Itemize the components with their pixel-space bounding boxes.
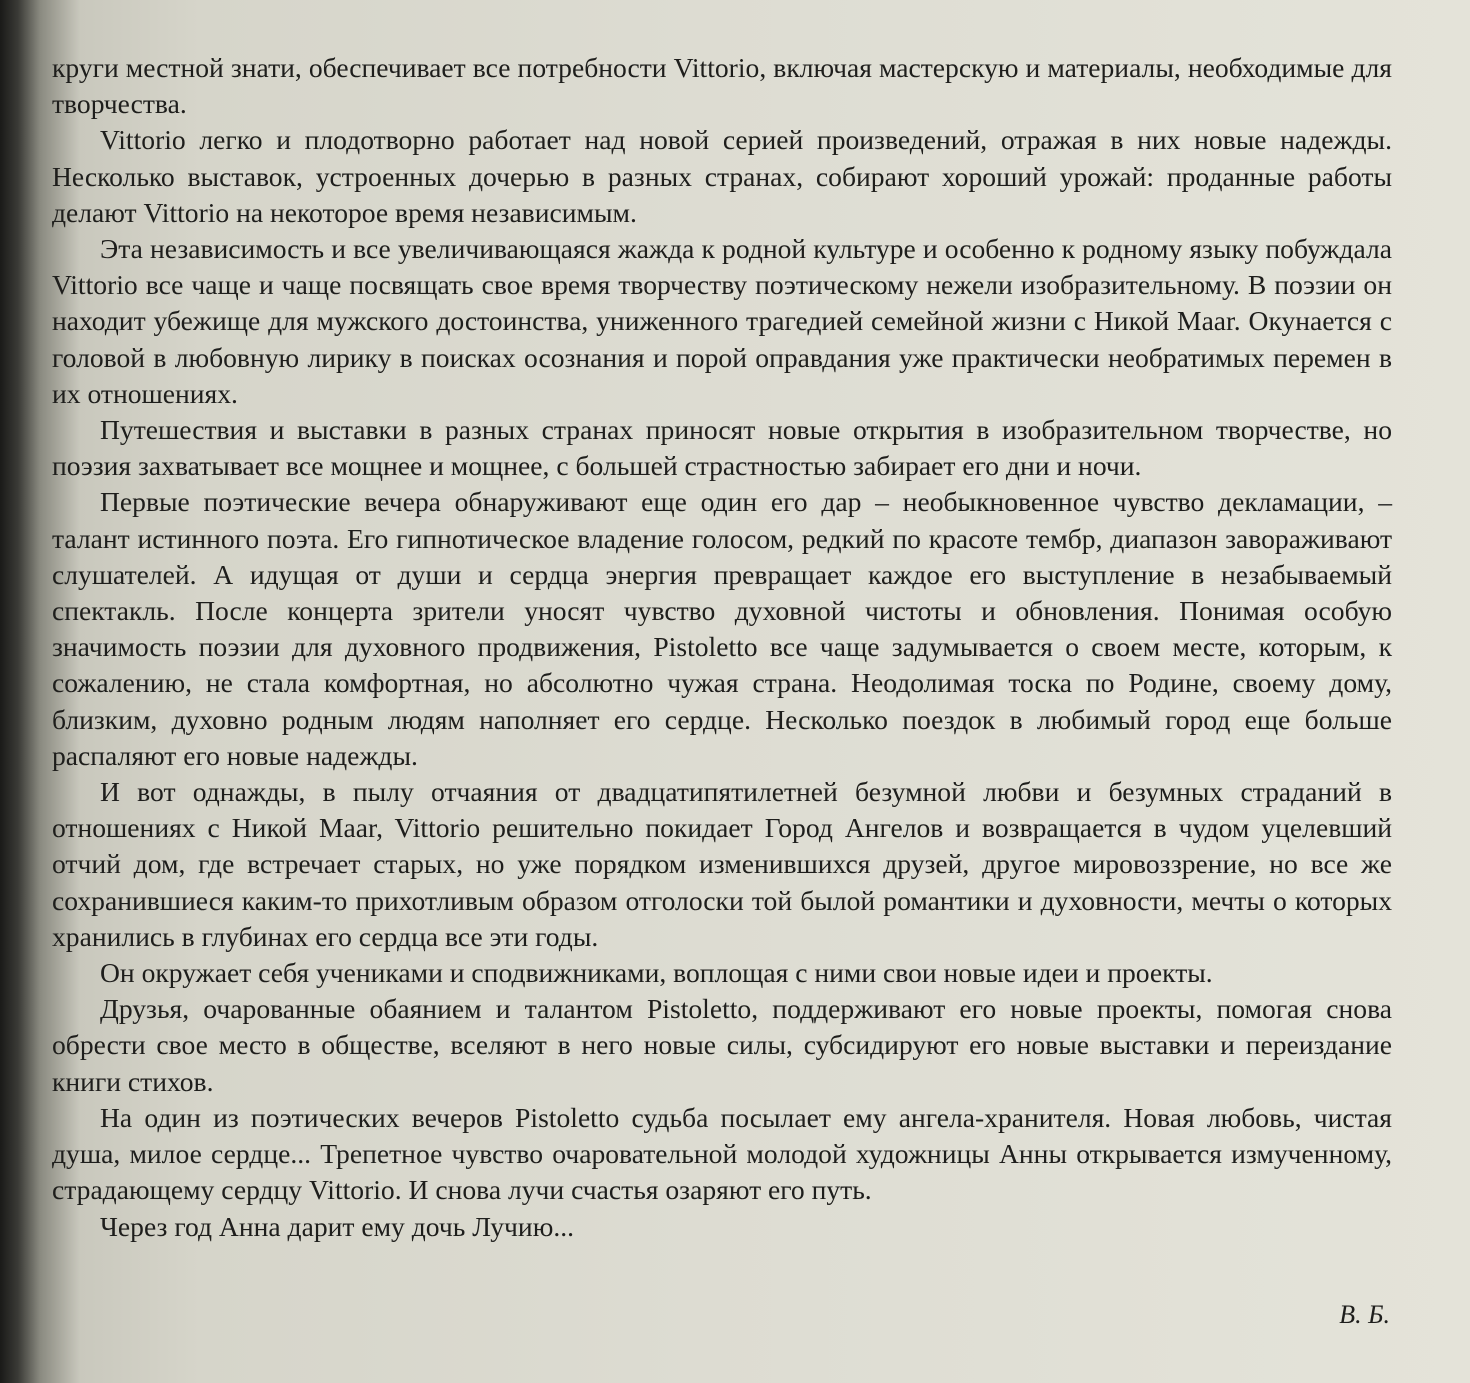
paragraph-6: И вот однажды, в пылу отчаяния от двадцатипятилетней безумной любви и безумных страданий в отношениях с Никой Маar, Vittorio решительно покидает Город Ангелов и возвращается в чудом уцелевший отчий дом, где встречает старых, но уже порядком изменившихся друзей, другое мировоззрение, но все же сохранившиеся каким-то прихотливым образом отголоски той былой романтики и духовности, мечты о которых хранились в глубинах его сердца все эти годы. (52, 776, 1392, 952)
paragraph-3: Эта независимость и все увеличивающаяся жажда к родной культуре и особенно к родному языку побуждала Vittorio все чаще и чаще посвящать свое время творчеству поэтическому нежели изобразительному. В поэзии он находит убежище для мужского достоинства, униженного трагедией семейной жизни с Никой Маar. Окунается с головой в любовную лирику в поисках осознания и порой оправдания уже практически необратимых перемен в их отношениях. (52, 233, 1392, 409)
body-text (52, 50, 1392, 1245)
paragraph-2: Vittorio легко и плодотворно работает над новой серией произведений, отражая в них новые надежды. Несколько выставок, устроенных дочерью в разных странах, собирают хороший урожай: проданные работы делают Vittorio на некоторое время независимым. (52, 124, 1392, 228)
paragraph-1: круги местной знати, обеспечивает все потребности Vittorio, включая мастерскую и материалы, необходимые для творчества. (52, 52, 1392, 120)
paragraph-9: На один из поэтических вечеров Pistoletto судьба посылает ему ангела-хранителя. Новая любовь, чистая душа, милое сердце... Трепетное чувство очаровательной молодой художницы Анны открывается измученному, страдающему сердцу Vittorio. И снова лучи счастья озаряют его путь. (52, 1101, 1392, 1206)
author-signature: В. Б. (1339, 1300, 1390, 1329)
paragraph-8: Друзья, очарованные обаянием и талантом Pistoletto, поддерживают его новые проекты, помогая снова обрести свое место в обществе, вселяют в него новые силы, субсидируют его новые выставки и переиздание книги стихов. (52, 993, 1392, 1097)
paragraph-10: Через год Анна дарит ему дочь Лучию... (100, 1210, 575, 1242)
book-page (52, 50, 1392, 1360)
paragraph-7: Он окружает себя учениками и сподвижниками, воплощая с ними свои новые идеи и проекты. (100, 957, 1213, 989)
paragraph-4: Путешествия и выставки в разных странах приносят новые открытия в изобразительном творчестве, но поэзия захватывает все мощнее и мощнее, с большей страстностью забирает его дни и ночи. (52, 414, 1392, 482)
paragraph-5: Первые поэтические вечера обнаруживают еще один его дар – необыкновенное чувство декламации, – талант истинного поэта. Его гипнотическое владение голосом, редкий по красоте тембр, диапазон завораживают слушателей. А идущая от души и сердца энергия превращает каждое его выступление в незабываемый спектакль. После концерта зрители уносят чувство духовной чистоты и обновления. Понимая особую значимость поэзии для духовного продвижения, Pistoletto все чаще задумывается о своем месте, которым, к сожалению, не стала комфортная, но абсолютно чужая страна. Неодолимая тоска по Родине, своему дому, близким, духовно родным людям наполняет его сердце. Несколько поездок в любимый город еще больше распаляют его новые надежды. (52, 486, 1392, 771)
